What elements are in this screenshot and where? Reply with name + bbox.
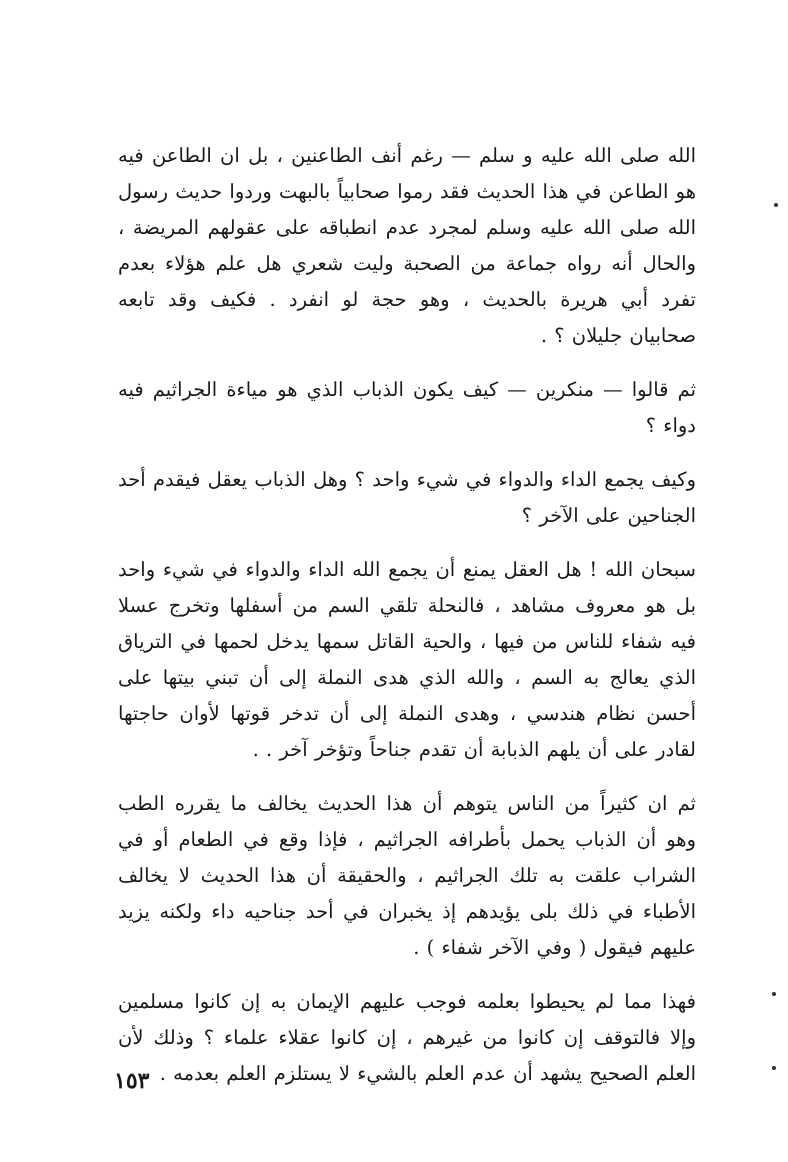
paragraph-2: ثم قالوا — منكرين — كيف يكون الذباب الذي هو مياءة الجراثيم فيه دواء ؟	[118, 378, 696, 437]
body-text	[118, 138, 696, 1092]
page-number: ١٥٣	[114, 1068, 150, 1094]
paragraph-3: وكيف يجمع الداء والدواء في شيء واحد ؟ وهل الذباب يعقل فيقدم أحد الجناحين على الآخر ؟	[118, 468, 696, 527]
margin-dot	[774, 203, 778, 207]
paragraph-6: فهذا مما لم يحيطوا بعلمه فوجب عليهم الإيمان به إن كانوا مسلمين وإلا فالتوقف إن كانوا من غيرهم ، إن كانوا عقلاء علماء ؟ وذلك لأن العلم الصحيح يشهد أن عدم العلم بالشيء لا يستلزم العلم بعدمه .	[118, 990, 696, 1085]
paragraph-5: ثم ان كثيراً من الناس يتوهم أن هذا الحديث يخالف ما يقرره الطب وهو أن الذباب يحمل بأطرافه الجراثيم ، فإذا وقع في الطعام أو في الشراب علقت به تلك الجراثيم ، والحقيقة أن هذا الحديث لا يخالف الأطباء في ذلك بلى يؤيدهم إذ يخبران في أحد جناحيه داء ولكنه يزيد عليهم فيقول ( وفي الآخر شفاء ) .	[118, 792, 696, 959]
paragraph-1: الله صلى الله عليه و سلم — رغم أنف الطاعنين ، بل ان الطاعن فيه هو الطاعن في هذا الحديث فقد رموا صحابياً بالبهت وردوا حديث رسول الله صلى الله عليه وسلم لمجرد عدم انطباقه على عقولهم المريضة ، والحال أنه رواه جماعة من الصحبة وليت شعري هل علم هؤلاء بعدم تفرد أبي هريرة بالحديث ، وهو حجة لو انفرد . فكيف وقد تابعه صحابيان جليلان ؟ .	[118, 144, 696, 347]
margin-dot	[772, 992, 776, 996]
margin-dot	[772, 1066, 776, 1070]
paragraph-4: سبحان الله ! هل العقل يمنع أن يجمع الله الداء والدواء في شيء واحد بل هو معروف مشاهد ، فالنحلة تلقي السم من أسفلها وتخرج عسلا فيه شفاء للناس من فيها ، والحية القاتل سمها يدخل لحمها في الترياق الذي يعالج به السم ، والله الذي هدى النملة إلى أن تبني بيتها على أحسن نظام هندسي ، وهدى النملة إلى أن تدخر قوتها لأوان حاجتها لقادر على أن يلهم الذبابة أن تقدم جناحاً وتؤخر آخر . .	[118, 558, 696, 761]
